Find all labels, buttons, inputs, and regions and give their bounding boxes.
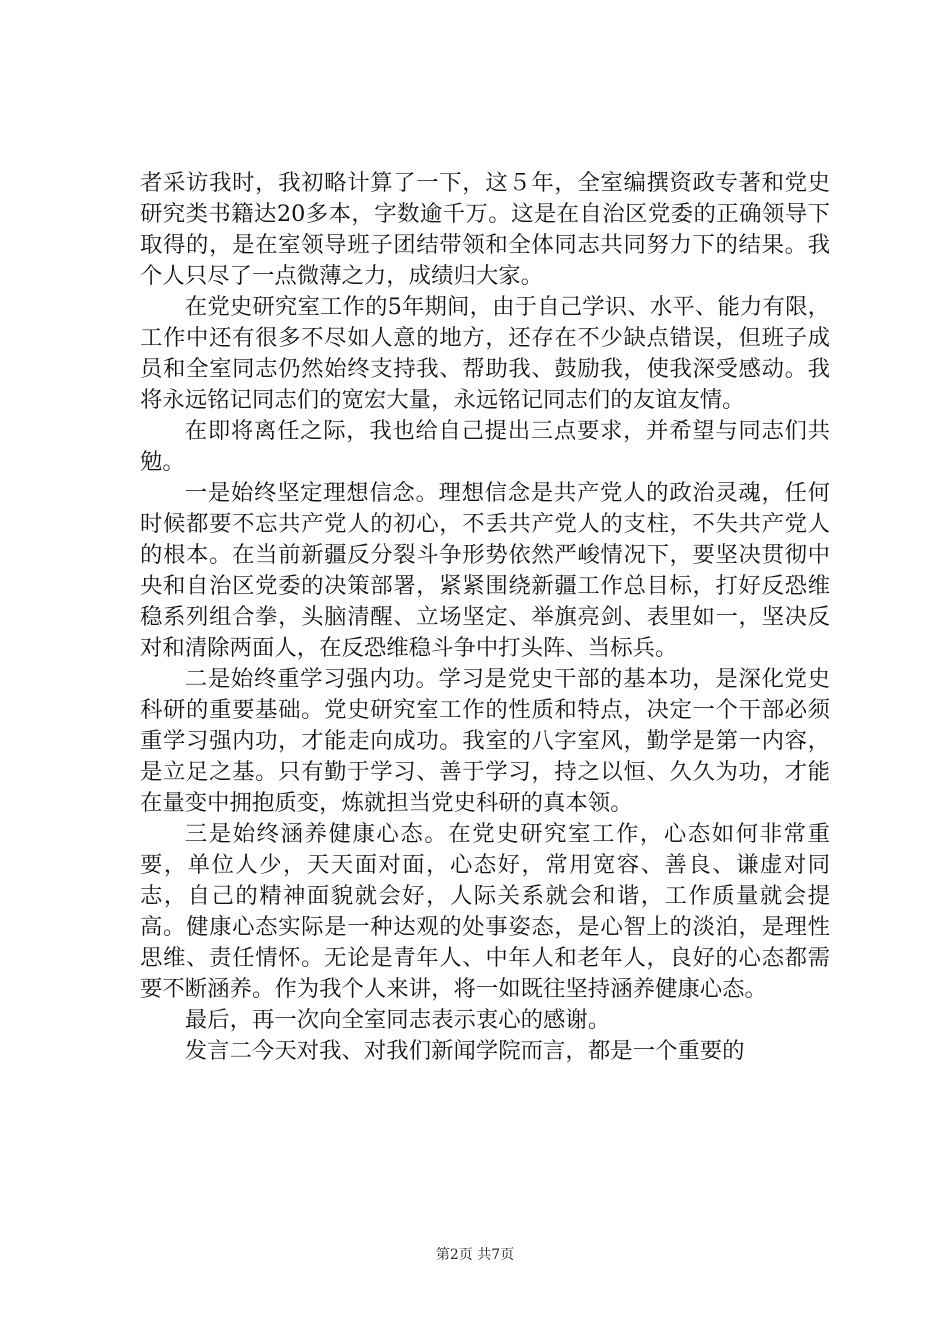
paragraph-point-three: 三是始终涵养健康心态。在党史研究室工作，心态如何非常重要，单位人少，天天面对面，心态好，常用宽容、善良、谦虚对同志，自己的精神面貌就会好，人际关系就会和谐，工作质量就会提高。健康心态实际是一种达观的处事姿态，是心智上的淡泊，是理性思维、责任情怀。无论是青年人、中年人和老年人，良好的心态都需要不断涵养。作为我个人来讲，将一如既往坚持涵养健康心态。 (140, 821, 830, 1002)
paragraph-three-requirements: 在即将离任之际，我也给自己提出三点要求，并希望与同志们共勉。 (140, 418, 830, 475)
paragraph-thanks: 最后，再一次向全室同志表示衷心的感谢。 (184, 1007, 611, 1033)
page-number-footer: 第2页 共7页 (435, 1247, 515, 1263)
paragraph-continued: 者采访我时，我初略计算了一下，这５年，全室编撰资政专著和党史研究类书籍达20多本，字数逾千万。这是在自治区党委的正确领导下取得的，是在室领导班子团结带领和全体同志共同努力下的结果。我个人只尽了一点微薄之力，成绩归大家。 (140, 170, 830, 289)
paragraph-work-period: 在党史研究室工作的5年期间，由于自己学识、水平、能力有限，工作中还有很多不尽如人意的地方，还存在不少缺点错误，但班子成员和全室同志仍然始终支持我、帮助我、鼓励我，使我深受感动。我将永远铭记同志们的宽宏大量，永远铭记同志们的友谊友情。 (140, 294, 830, 413)
paragraph-point-two: 二是始终重学习强内功。学习是党史干部的基本功，是深化党史科研的重要基础。党史研究室工作的性质和特点，决定一个干部必须重学习强内功，才能走向成功。我室的八字室风，勤学是第一内容，是立足之基。只有勤于学习、善于学习，持之以恒、久久为功，才能在量变中拥抱质变，炼就担当党史科研的真本领。 (140, 666, 830, 816)
paragraph-speech-two: 发言二今天对我、对我们新闻学院而言，都是一个重要的 (184, 1038, 745, 1064)
paragraph-point-one: 一是始终坚定理想信念。理想信念是共产党人的政治灵魂，任何时候都要不忘共产党人的初心，不丢共产党人的支柱，不失共产党人的根本。在当前新疆反分裂斗争形势依然严峻情况下，要坚决贯彻中央和自治区党委的决策部署，紧紧围绕新疆工作总目标，打好反恐维稳系列组合拳，头脑清醒、立场坚定、举旗亮剑、表里如一，坚决反对和清除两面人，在反恐维稳斗争中打头阵、当标兵。 (140, 480, 830, 661)
document-body (140, 168, 830, 1067)
